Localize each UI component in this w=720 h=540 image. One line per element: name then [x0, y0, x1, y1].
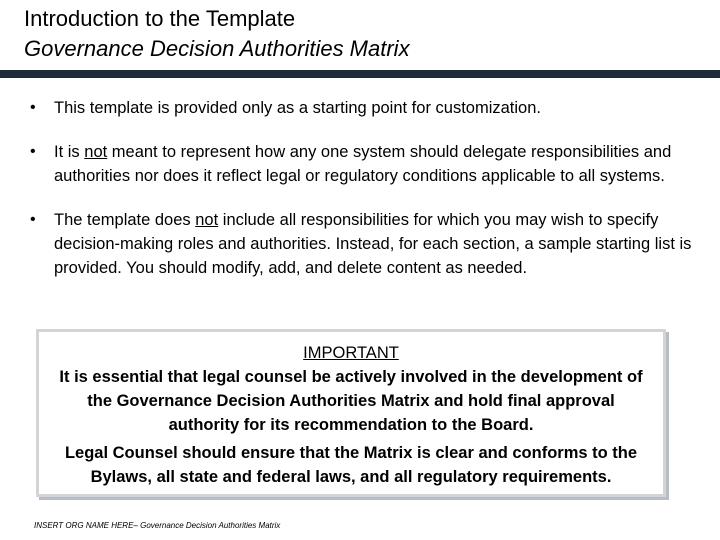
- important-paragraph-1: It is essential that legal counsel be actively involved in the development of the Governance Decision Authorities Matrix and hold final approval authority for its recommendation to the Board.: [59, 368, 643, 434]
- bullet-text: It is: [54, 143, 85, 161]
- bullet-text: include all responsibilities for which you may wish to specify decision-making roles and authorities. Instead, for each section, a sample starting list is provided. You should modify, add, and delete content as needed.: [54, 211, 692, 277]
- bullet-text: The template does: [54, 211, 196, 229]
- footer: INSERT ORG NAME HERE– Governance Decision Authorities Matrix: [34, 521, 281, 530]
- bullet-dot-icon: •: [30, 211, 36, 228]
- title-rule: [0, 70, 720, 78]
- bullet-dot-icon: •: [30, 143, 36, 160]
- underlined-word: not: [84, 143, 108, 161]
- title-area: [24, 4, 720, 64]
- important-heading: IMPORTANT: [303, 344, 399, 362]
- underlined-word: not: [195, 211, 219, 229]
- bullet-text: This template is provided only as a starting point for customization.: [54, 99, 541, 117]
- important-paragraph-2: Legal Counsel should ensure that the Matrix is clear and conforms to the Bylaws, all state and federal laws, and all regulatory requirements.: [64, 444, 638, 486]
- title-line-2: Governance Decision Authorities Matrix: [24, 36, 410, 61]
- title-line-1: Introduction to the Template: [24, 6, 296, 31]
- important-body: [39, 365, 663, 489]
- bullet-list: [24, 96, 704, 300]
- bullet-dot-icon: •: [30, 99, 36, 116]
- important-box: [36, 329, 666, 497]
- bullet-item: [24, 140, 704, 188]
- bullet-item: [24, 208, 704, 280]
- bullet-text: meant to represent how any one system should delegate responsibilities and authorities nor does it reflect legal or regulatory conditions applicable to all systems.: [54, 143, 672, 185]
- bullet-item: [24, 96, 704, 120]
